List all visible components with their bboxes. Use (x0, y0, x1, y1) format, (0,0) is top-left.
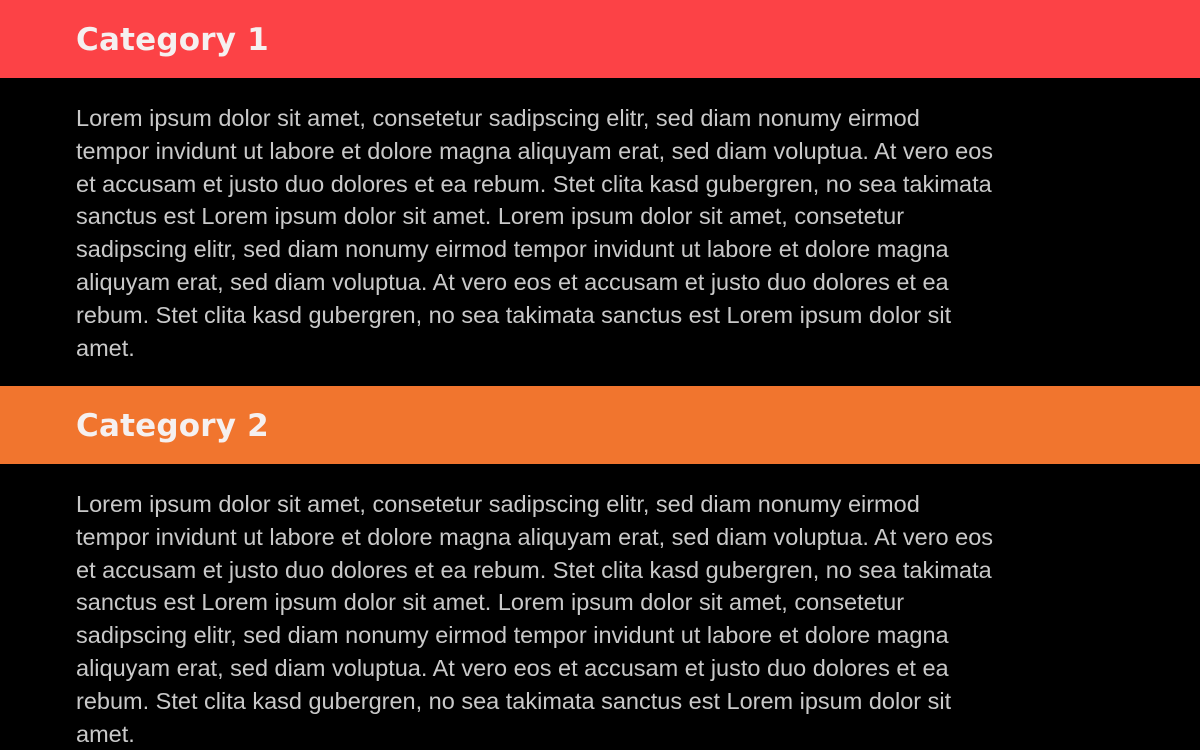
paragraph-line: aliquyam erat, sed diam voluptua. At vero eos et accusam et justo duo dolores et ea (76, 268, 949, 295)
category-2-section (0, 386, 1200, 750)
paragraph-line: rebum. Stet clita kasd gubergren, no sea takimata sanctus est Lorem ipsum dolor sit (76, 687, 952, 714)
category-1-body (0, 78, 1200, 386)
paragraph-line: sadipscing elitr, sed diam nonumy eirmod tempor invidunt ut labore et dolore magna (76, 236, 949, 263)
paragraph-line: tempor invidunt ut labore et dolore magna aliquyam erat, sed diam voluptua. At vero eos (76, 523, 994, 550)
paragraph-line: amet. (76, 720, 135, 747)
paragraph-line: sanctus est Lorem ipsum dolor sit amet. Lorem ipsum dolor sit amet, consetetur (76, 589, 905, 616)
paragraph-line: Lorem ipsum dolor sit amet, consetetur sadipscing elitr, sed diam nonumy eirmod (76, 105, 920, 131)
category-2-title: Category 2 (76, 407, 269, 444)
paragraph-line: tempor invidunt ut labore et dolore magna aliquyam erat, sed diam voluptua. At vero eos (76, 137, 994, 164)
category-1-title: Category 1 (76, 21, 269, 58)
category-1-paragraph (76, 102, 1160, 364)
category-2-header (0, 386, 1200, 464)
category-2-body (0, 464, 1200, 750)
paragraph-line: sanctus est Lorem ipsum dolor sit amet. Lorem ipsum dolor sit amet, consetetur (76, 203, 905, 230)
paragraph-line: sadipscing elitr, sed diam nonumy eirmod tempor invidunt ut labore et dolore magna (76, 622, 949, 649)
paragraph-line: amet. (76, 334, 135, 361)
category-2-paragraph (76, 488, 1160, 750)
paragraph-line: Lorem ipsum dolor sit amet, consetetur sadipscing elitr, sed diam nonumy eirmod (76, 491, 920, 517)
paragraph-line: rebum. Stet clita kasd gubergren, no sea takimata sanctus est Lorem ipsum dolor sit (76, 301, 952, 328)
paragraph-line: et accusam et justo duo dolores et ea rebum. Stet clita kasd gubergren, no sea takimata (76, 556, 992, 583)
category-1-header (0, 0, 1200, 78)
paragraph-line: aliquyam erat, sed diam voluptua. At vero eos et accusam et justo duo dolores et ea (76, 654, 949, 681)
paragraph-line: et accusam et justo duo dolores et ea rebum. Stet clita kasd gubergren, no sea takimata (76, 170, 992, 197)
